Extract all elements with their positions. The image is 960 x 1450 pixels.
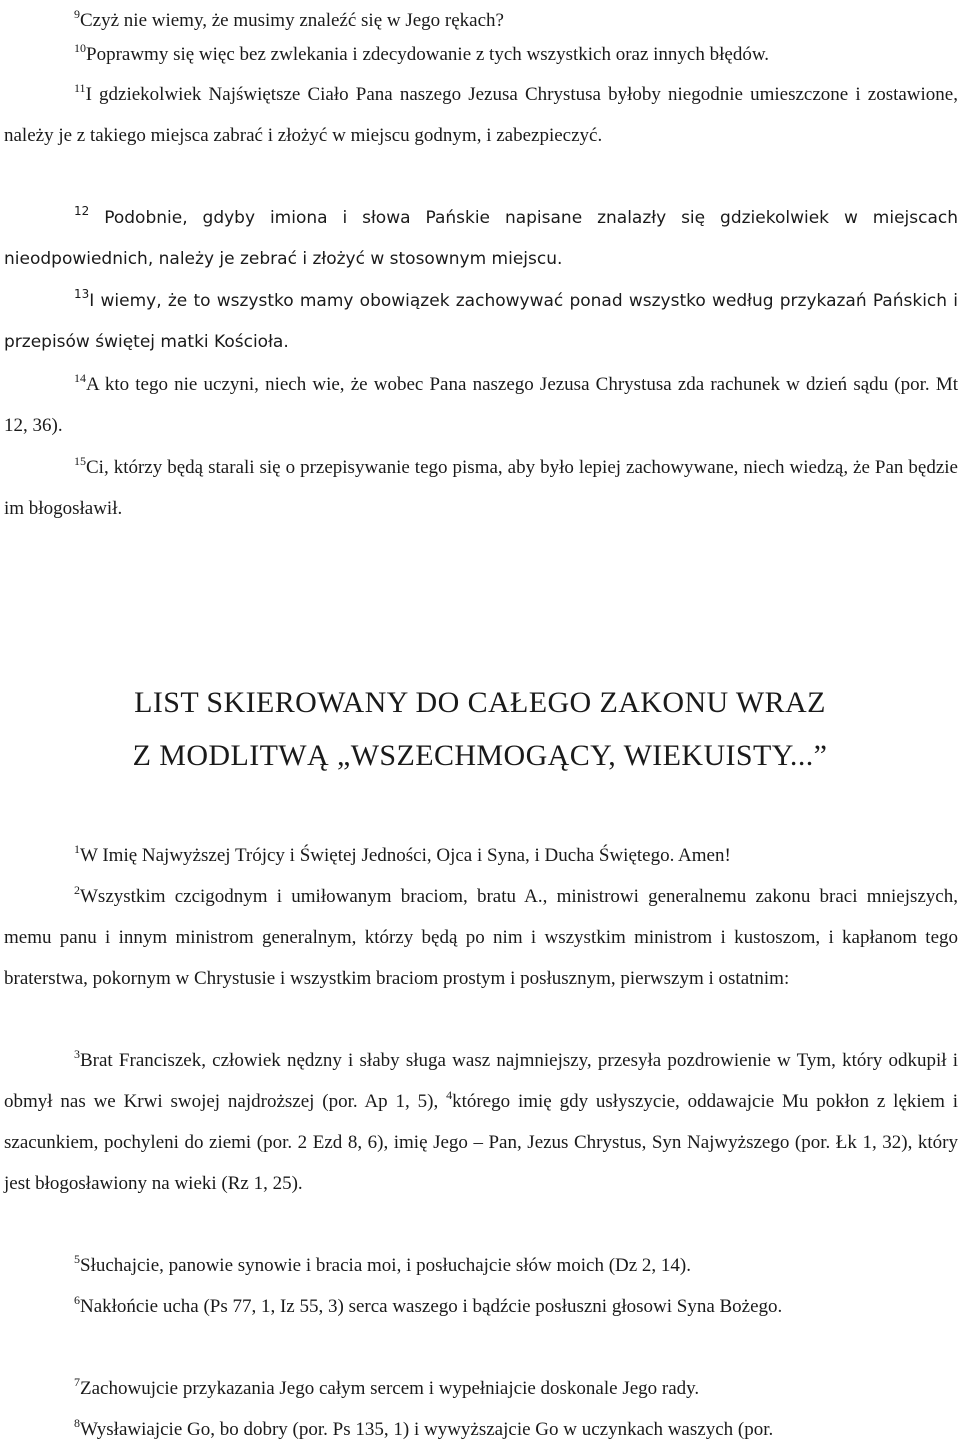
- verse-text: Czyż nie wiemy, że musimy znaleźć się w Jego rękach?: [80, 10, 504, 31]
- verse-text: Brat Franciszek, człowiek nędzny i słaby sługa wasz najmniejszy, przesyła pozdrowienie w Tym, który odkupił i obmył nas we Krwi swojej najdroższej (por. Ap 1, 5),: [4, 1050, 958, 1112]
- verse-2: [4, 876, 958, 999]
- verse-text: którego imię gdy usłyszycie, oddawajcie Mu pokłon z lękiem i szacunkiem, pochyleni do ziemi (por. 2 Ezd 8, 6), imię Jego – Pan, Jezus Chrystus, Syn Najwyższego (por. Łk 1, 32), który jest błogosławiony na wieki (Rz 1, 25).: [4, 1091, 959, 1194]
- verse-13: [4, 281, 958, 363]
- verse-number: 13: [74, 287, 90, 301]
- verse-text: Ci, którzy będą starali się o przepisywanie tego pisma, aby było lepiej zachowywane, niech wiedzą, że Pan będzie im błogosławił.: [4, 457, 958, 519]
- verse-text: Zachowujcie przykazania Jego całym sercem i wypełniajcie doskonale Jego rady.: [80, 1378, 700, 1399]
- verse-11: [4, 74, 958, 156]
- verse-number: 2: [74, 883, 80, 897]
- verse-text: I wiemy, że to wszystko mamy obowiązek zachowywać ponad wszystko według przykazań Pańskich i przepisów świętej matki Kościoła.: [4, 291, 958, 352]
- verse-number: 14: [74, 371, 86, 385]
- verse-text: I gdziekolwiek Najświętsze Ciało Pana naszego Jezusa Chrystusa byłoby niegodnie umieszczone i zostawione, należy je z takiego miejsca zabrać i złożyć w miejscu godnym, i zabezpieczyć.: [4, 84, 958, 146]
- verse-number: 10: [74, 41, 86, 55]
- verse-number: 8: [74, 1416, 80, 1430]
- verse-15: [4, 447, 958, 529]
- verse-number: 1: [74, 842, 80, 856]
- verse-text: Wysławiajcie Go, bo dobry (por. Ps 135, 1) i wywyższajcie Go w uczynkach waszych (por.: [80, 1419, 774, 1440]
- verse-number: 4: [446, 1088, 453, 1102]
- verse-text: Wszystkim czcigodnym i umiłowanym braciom, bratu A., ministrowi generalnemu zakonu braci mniejszych, memu panu i innym ministrom generalnym, którzy będą po nim i wszystkim ministrom i kustoszom, i kapłanom tego braterstwa, pokornym w Chrystusie i wszystkim braciom prostym i posłusznym, pierwszym i ostatnim:: [4, 886, 958, 989]
- verse-text: Słuchajcie, panowie synowie i bracia moi, i posłuchajcie słów moich (Dz 2, 14).: [80, 1255, 692, 1276]
- verse-text: Poprawmy się więc bez zwlekania i zdecydowanie z tych wszystkich oraz innych błędów.: [86, 44, 770, 65]
- verse-1: [4, 835, 958, 876]
- section-heading-line-1: LIST SKIEROWANY DO CAŁEGO ZAKONU WRAZ: [134, 686, 826, 719]
- verse-text: W Imię Najwyższej Trójcy i Świętej Jedności, Ojca i Syna, i Ducha Świętego. Amen!: [80, 845, 731, 866]
- verse-number: 11: [74, 81, 86, 95]
- verse-text: Nakłońcie ucha (Ps 77, 1, Iz 55, 3) serca waszego i bądźcie posłuszni głosowi Syna Bożego.: [80, 1296, 783, 1317]
- verse-number: 7: [74, 1375, 80, 1389]
- verse-number: 3: [74, 1047, 80, 1061]
- verse-7: [4, 1368, 958, 1409]
- verse-6: [4, 1286, 958, 1327]
- verse-text: A kto tego nie uczyni, niech wie, że wobec Pana naszego Jezusa Chrystusa zda rachunek w dzień sądu (por. Mt 12, 36).: [4, 374, 958, 436]
- verse-number: 9: [74, 7, 80, 21]
- verse-text: Podobnie, gdyby imiona i słowa Pańskie napisane znalazły się gdziekolwiek w miejscach nieodpowiednich, należy je zebrać i złożyć w stosownym miejscu.: [4, 208, 958, 269]
- verse-number: 6: [74, 1293, 80, 1307]
- verse-12: [4, 198, 958, 280]
- verse-number: 15: [74, 454, 86, 468]
- verse-number: 12: [74, 204, 90, 218]
- verse-3-4: [4, 1040, 958, 1204]
- section-heading-line-2: Z MODLITWĄ „WSZECHMOGĄCY, WIEKUISTY...”: [132, 739, 828, 772]
- verse-14: [4, 364, 958, 446]
- verse-10: [4, 34, 958, 75]
- verse-5: [4, 1245, 958, 1286]
- verse-number: 5: [74, 1252, 80, 1266]
